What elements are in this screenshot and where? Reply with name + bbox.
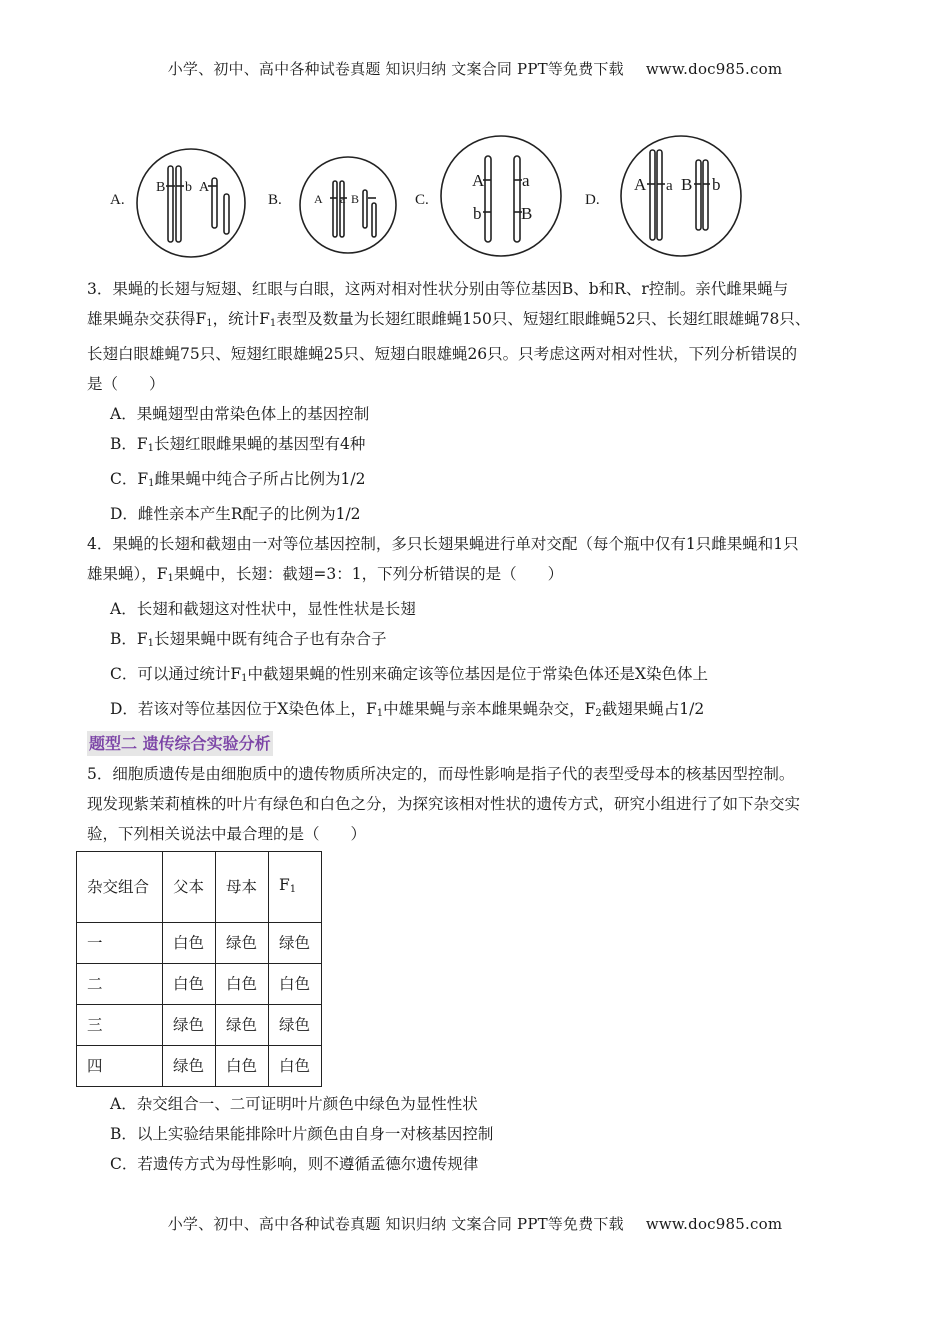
gene-label: b bbox=[712, 175, 721, 194]
table-row bbox=[77, 923, 322, 964]
gene-label: a bbox=[340, 192, 346, 206]
gene-label: B bbox=[156, 180, 166, 195]
header-site[interactable]: www.doc985.com bbox=[645, 60, 783, 78]
q3-option-d[interactable]: D．雌性亲本产生R配子的比例为1/2 bbox=[110, 505, 361, 523]
table-cell: 白色 bbox=[269, 1046, 322, 1087]
gene-label: B bbox=[681, 175, 693, 194]
table-cell: 白色 bbox=[163, 964, 216, 1005]
gene-label: B bbox=[521, 204, 533, 223]
footer-site[interactable]: www.doc985.com bbox=[645, 1215, 783, 1233]
option-d-label: D. bbox=[585, 192, 600, 208]
table-row bbox=[77, 964, 322, 1005]
gene-label: a bbox=[666, 178, 673, 194]
option-b-label: B. bbox=[268, 192, 282, 208]
q4-option-a[interactable]: A．长翅和截翅这对性状中，显性性状是长翅 bbox=[110, 600, 416, 618]
table-row bbox=[77, 1005, 322, 1046]
table-cell: 绿色 bbox=[216, 923, 269, 964]
table-header-cell: $F_1$ bbox=[269, 852, 322, 923]
table-cell: 四 bbox=[77, 1046, 163, 1087]
table-header-row bbox=[77, 852, 322, 923]
q5-option-a[interactable]: A．杂交组合一、二可证明叶片颜色中绿色为显性性状 bbox=[110, 1095, 478, 1113]
chromosome-diagrams bbox=[100, 133, 860, 261]
table-cell: 绿色 bbox=[269, 1005, 322, 1046]
table-cell: 白色 bbox=[216, 964, 269, 1005]
q3-stem: 长翅白眼雄蝇75只、短翅红眼雄蝇25只、短翅白眼雄蝇26只。只考虑这两对相对性状，下列分析错误的 bbox=[87, 345, 798, 363]
gene-label: b bbox=[473, 204, 482, 223]
q5-option-b[interactable]: B．以上实验结果能排除叶片颜色由自身一对核基因控制 bbox=[110, 1125, 494, 1143]
q3-stem: 雄果蝇杂交获得$F_1$，统计$F_1$表型及数量为长翅红眼雌蝇150只、短翅红眼雌蝇52只、长翅红眼雄蝇78只、 bbox=[87, 310, 811, 329]
question-content bbox=[87, 274, 877, 1179]
option-c-label: C. bbox=[415, 192, 429, 208]
q5-stem: 现发现紫茉莉植株的叶片有绿色和白色之分，为探究该相对性状的遗传方式，研究小组进行了如下杂交实 bbox=[87, 795, 801, 813]
q3-option-a[interactable]: A．果蝇翅型由常染色体上的基因控制 bbox=[110, 405, 370, 423]
option-a-label: A. bbox=[110, 192, 125, 208]
q4-option-d[interactable]: D．若该对等位基因位于X染色体上，$F_1$中雄果蝇与亲本雌果蝇杂交，$F_2$截翅果蝇占1/2 bbox=[110, 700, 705, 719]
page-header bbox=[0, 58, 950, 79]
chromosome-figure bbox=[100, 133, 860, 261]
q4-option-b[interactable]: B．$F_1$长翅果蝇中既有纯合子也有杂合子 bbox=[110, 630, 387, 649]
cross-table bbox=[76, 851, 322, 1087]
table-row bbox=[77, 1046, 322, 1087]
q4-stem: 4．果蝇的长翅和截翅由一对等位基因控制，多只长翅果蝇进行单对交配（每个瓶中仅有1只雌果蝇和1只 bbox=[87, 535, 799, 553]
table-cell: 一 bbox=[77, 923, 163, 964]
table-cell: 三 bbox=[77, 1005, 163, 1046]
table-cell: 绿色 bbox=[163, 1005, 216, 1046]
gene-label: a bbox=[522, 171, 530, 190]
table-header-cell: 杂交组合 bbox=[77, 852, 163, 923]
q4-stem: 雄果蝇），$F_1$果蝇中，长翅：截翅=3：1，下列分析错误的是（ ） bbox=[87, 565, 564, 584]
q4-option-c[interactable]: C．可以通过统计$F_1$中截翅果蝇的性别来确定该等位基因是位于常染色体还是X染色体上 bbox=[110, 665, 709, 684]
section-title: 题型二 遗传综合实验分析 bbox=[87, 731, 273, 756]
header-text: 小学、初中、高中各种试卷真题 知识归纳 文案合同 PPT等免费下载 bbox=[167, 60, 624, 78]
gene-label: A bbox=[199, 180, 210, 195]
gene-label: A bbox=[472, 171, 485, 190]
q5-option-c[interactable]: C．若遗传方式为母性影响，则不遵循孟德尔遗传规律 bbox=[110, 1155, 479, 1173]
table-header-cell: 父本 bbox=[163, 852, 216, 923]
table-cell: 白色 bbox=[216, 1046, 269, 1087]
q5-stem: 验，下列相关说法中最合理的是（ ） bbox=[87, 825, 367, 843]
q3-stem: 3．果蝇的长翅与短翅、红眼与白眼，这两对相对性状分别由等位基因B、b和R、r控制。亲代雌果蝇与 bbox=[87, 280, 789, 298]
table-cell: 白色 bbox=[163, 923, 216, 964]
q3-option-c[interactable]: C．$F_1$雌果蝇中纯合子所占比例为1/2 bbox=[110, 470, 366, 489]
section-heading bbox=[87, 729, 877, 759]
page-footer bbox=[0, 1213, 950, 1234]
gene-label: A bbox=[634, 175, 647, 194]
footer-text: 小学、初中、高中各种试卷真题 知识归纳 文案合同 PPT等免费下载 bbox=[167, 1215, 624, 1233]
q3-option-b[interactable]: B．$F_1$长翅红眼雌果蝇的基因型有4种 bbox=[110, 435, 366, 454]
q3-stem: 是（ ） bbox=[87, 375, 165, 393]
table-cell: 二 bbox=[77, 964, 163, 1005]
table-cell: 绿色 bbox=[163, 1046, 216, 1087]
gene-label: B bbox=[351, 192, 360, 206]
gene-label: A bbox=[314, 192, 323, 206]
q5-stem: 5．细胞质遗传是由细胞质中的遗传物质所决定的，而母性影响是指子代的表型受母本的核基因型控制。 bbox=[87, 765, 795, 783]
table-cell: 绿色 bbox=[269, 923, 322, 964]
table-cell: 绿色 bbox=[216, 1005, 269, 1046]
gene-label: b bbox=[185, 180, 192, 195]
table-header-cell: 母本 bbox=[216, 852, 269, 923]
table-cell: 白色 bbox=[269, 964, 322, 1005]
